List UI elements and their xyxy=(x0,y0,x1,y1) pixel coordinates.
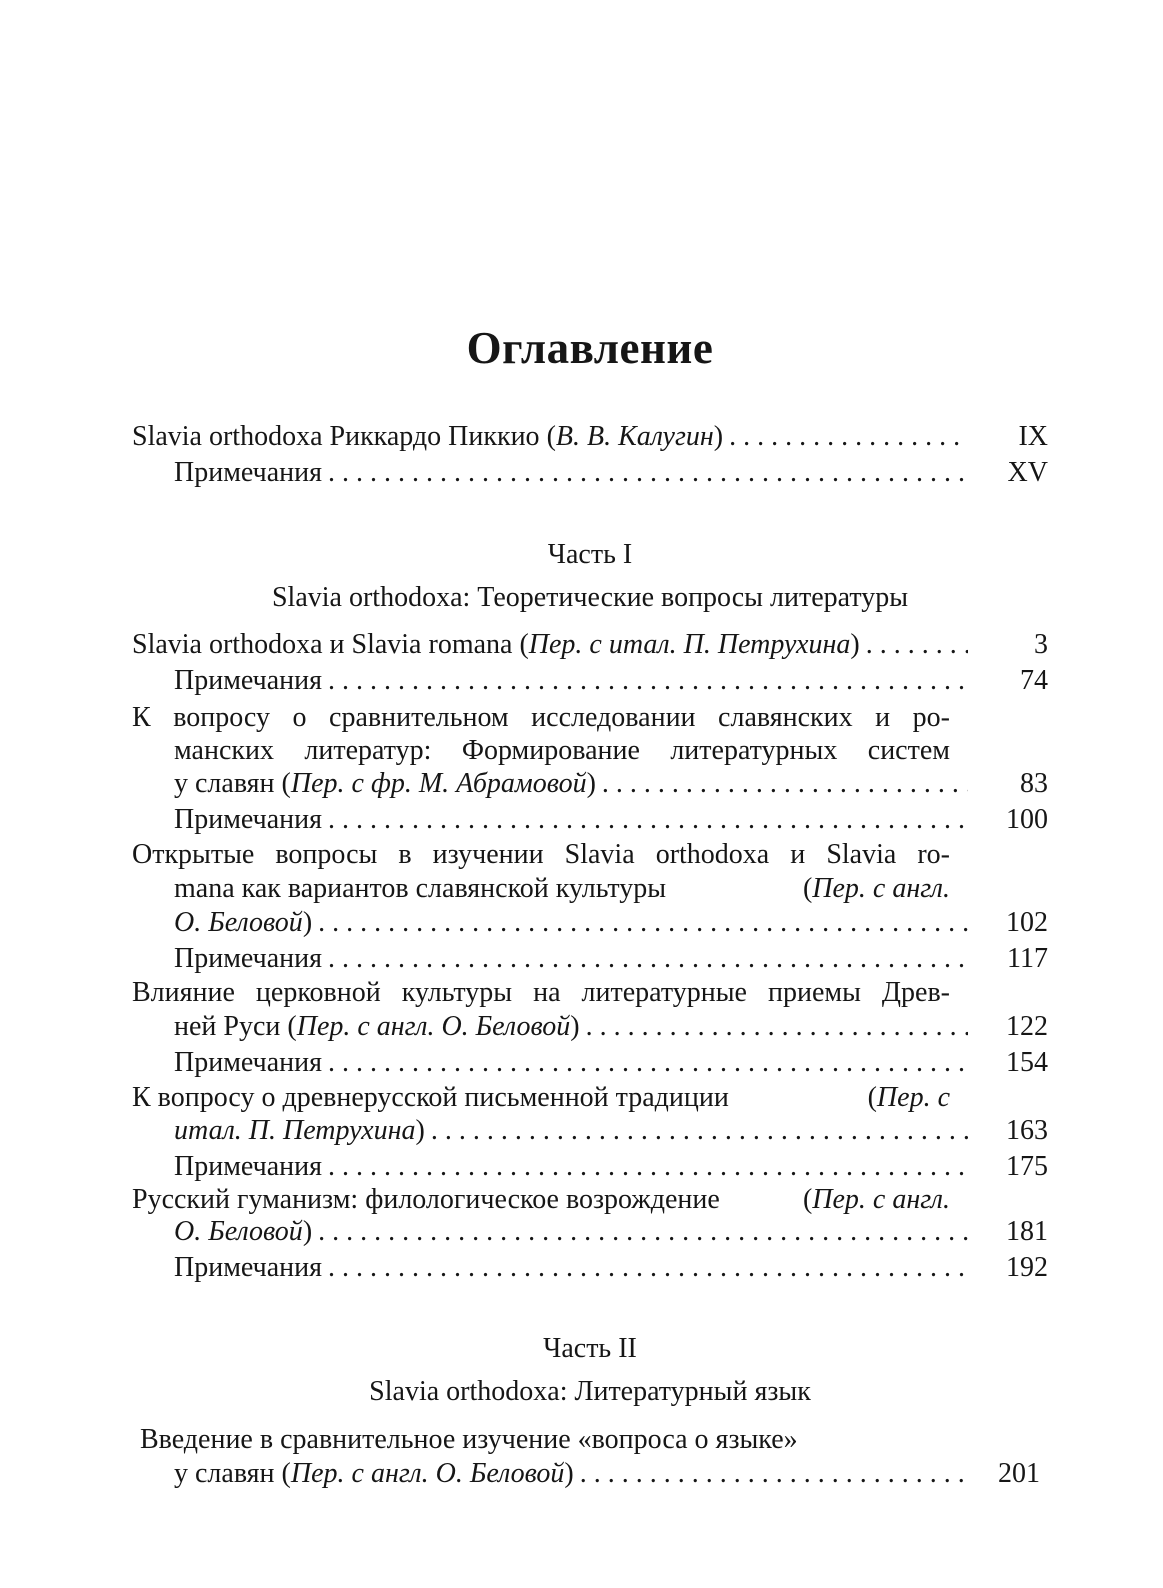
notes-page-number: 154 xyxy=(1006,1047,1048,1078)
translator-credit: Пер. с англ. xyxy=(812,873,950,904)
translator-credit: Пер. с англ. О. Беловой xyxy=(290,1458,565,1489)
toc-entry[interactable]: Влияние церковной культуры на литературные приемы Древ- ней Руси (Пер. с англ. О. Беловой) . . . 122 Примечания . . . 154 xyxy=(132,976,1048,1080)
notes-label: Примечания xyxy=(174,665,323,696)
translator-credit: Пер. с итал. П. Петрухина xyxy=(528,629,851,660)
entry-title-line: К вопросу о древнерусской письменной традиции xyxy=(132,1082,729,1113)
toc-entry[interactable]: Slavia orthodoxa и Slavia romana (Пер. с итал. П. Петрухина) . . . 3 Примечания . . . 74 xyxy=(132,628,1048,698)
toc-entry[interactable]: Введение в сравнительное изучение «вопроса о языке» у славян (Пер. с англ. О. Беловой) . . . 201 xyxy=(140,1423,1040,1493)
notes-label: Примечания xyxy=(174,1252,323,1283)
notes-label: Примечания xyxy=(174,457,323,488)
entry-title: Slavia orthodoxa и Slavia romana xyxy=(132,629,513,660)
page-number: 3 xyxy=(1034,629,1048,660)
page-number: 201 xyxy=(998,1458,1040,1489)
entry-title: Slavia orthodoxa Риккардо Пиккио xyxy=(132,421,540,452)
entry-title-line: mana как вариантов славянской культуры xyxy=(174,873,667,904)
translator-credit: Пер. с англ. xyxy=(812,1184,950,1215)
translator-credit: О. Беловой xyxy=(174,1216,303,1247)
toc-entry[interactable]: Открытые вопросы в изучении Slavia orthodoxa и Slavia ro- mana как вариантов славянской культуры (Пер. с англ. О. Беловой) . . . 102 Примечания . . . 117 xyxy=(132,838,1048,978)
entry-title-line: у славян xyxy=(174,1458,275,1489)
notes-label: Примечания xyxy=(174,1047,323,1078)
entry-title-line: ней Руси xyxy=(174,1011,281,1042)
toc-entry[interactable]: К вопросу о сравнительном исследовании славянских и ро- манских литератур: Формирование литературных систем у славян (Пер. с фр. М. Абрамовой) . . . 83 Примечания . . . 100 xyxy=(132,701,1048,841)
entry-title-line: манских литератур: Формирование литературных систем xyxy=(174,735,950,766)
entry-title-line: К вопросу о сравнительном исследовании славянских и ро- xyxy=(132,702,950,733)
notes-page-number: 74 xyxy=(1020,665,1048,696)
translator-credit: Пер. с англ. О. Беловой xyxy=(296,1011,571,1042)
translator-credit: О. Беловой xyxy=(174,907,303,938)
toc-entry[interactable]: Русский гуманизм: филологическое возрождение (Пер. с англ. О. Беловой) . . . 181 Примечания . . . 192 xyxy=(132,1183,1048,1287)
notes-page-number: 117 xyxy=(1007,943,1048,974)
entry-title-line: Открытые вопросы в изучении Slavia orthodoxa и Slavia ro- xyxy=(132,839,950,870)
notes-label: Примечания xyxy=(174,943,323,974)
translator-credit: итал. П. Петрухина xyxy=(174,1115,416,1146)
entry-title-line: Введение в сравнительное изучение «вопроса о языке» xyxy=(140,1424,798,1455)
entry-title-line: Влияние церковной культуры на литературные приемы Древ- xyxy=(132,977,950,1008)
page-title: Оглавление xyxy=(466,323,714,373)
part-1-label: Часть I xyxy=(547,539,633,570)
page-number: IX xyxy=(1018,421,1048,452)
notes-label: Примечания xyxy=(174,804,323,835)
notes-page-number: 192 xyxy=(1006,1252,1048,1283)
page-number: 181 xyxy=(1006,1216,1048,1247)
part-1-subtitle: Slavia orthodoxa: Теоретические вопросы литературы xyxy=(271,582,908,613)
part-2-label: Часть II xyxy=(543,1333,637,1364)
page-number: 163 xyxy=(1006,1115,1048,1146)
translator-credit: Пер. с фр. М. Абрамовой xyxy=(290,768,587,799)
entry-title-line: Русский гуманизм: филологическое возрождение xyxy=(132,1184,720,1215)
part-2-subtitle: Slavia orthodoxa: Литературный язык xyxy=(369,1376,811,1407)
entry-title-line: у славян xyxy=(174,768,275,799)
translator-credit: Пер. с xyxy=(876,1082,950,1113)
translator-credit: В. В. Калугин xyxy=(555,421,714,452)
notes-page-number: 100 xyxy=(1006,804,1048,835)
notes-label: Примечания xyxy=(174,1151,323,1182)
notes-page-number: 175 xyxy=(1006,1151,1048,1182)
page-number: 122 xyxy=(1006,1011,1048,1042)
toc-entry[interactable]: К вопросу о древнерусской письменной традиции (Пер. с итал. П. Петрухина) . . . 163 Примечания . . . 175 xyxy=(132,1081,1048,1185)
toc-entry-preface[interactable]: Slavia orthodoxa Риккардо Пиккио (В. В. Калугин) . . . IX Примечания . . . XV xyxy=(132,420,1048,490)
page-number: 102 xyxy=(1006,907,1048,938)
page-number: 83 xyxy=(1020,768,1048,799)
notes-page-number: XV xyxy=(1007,457,1048,488)
